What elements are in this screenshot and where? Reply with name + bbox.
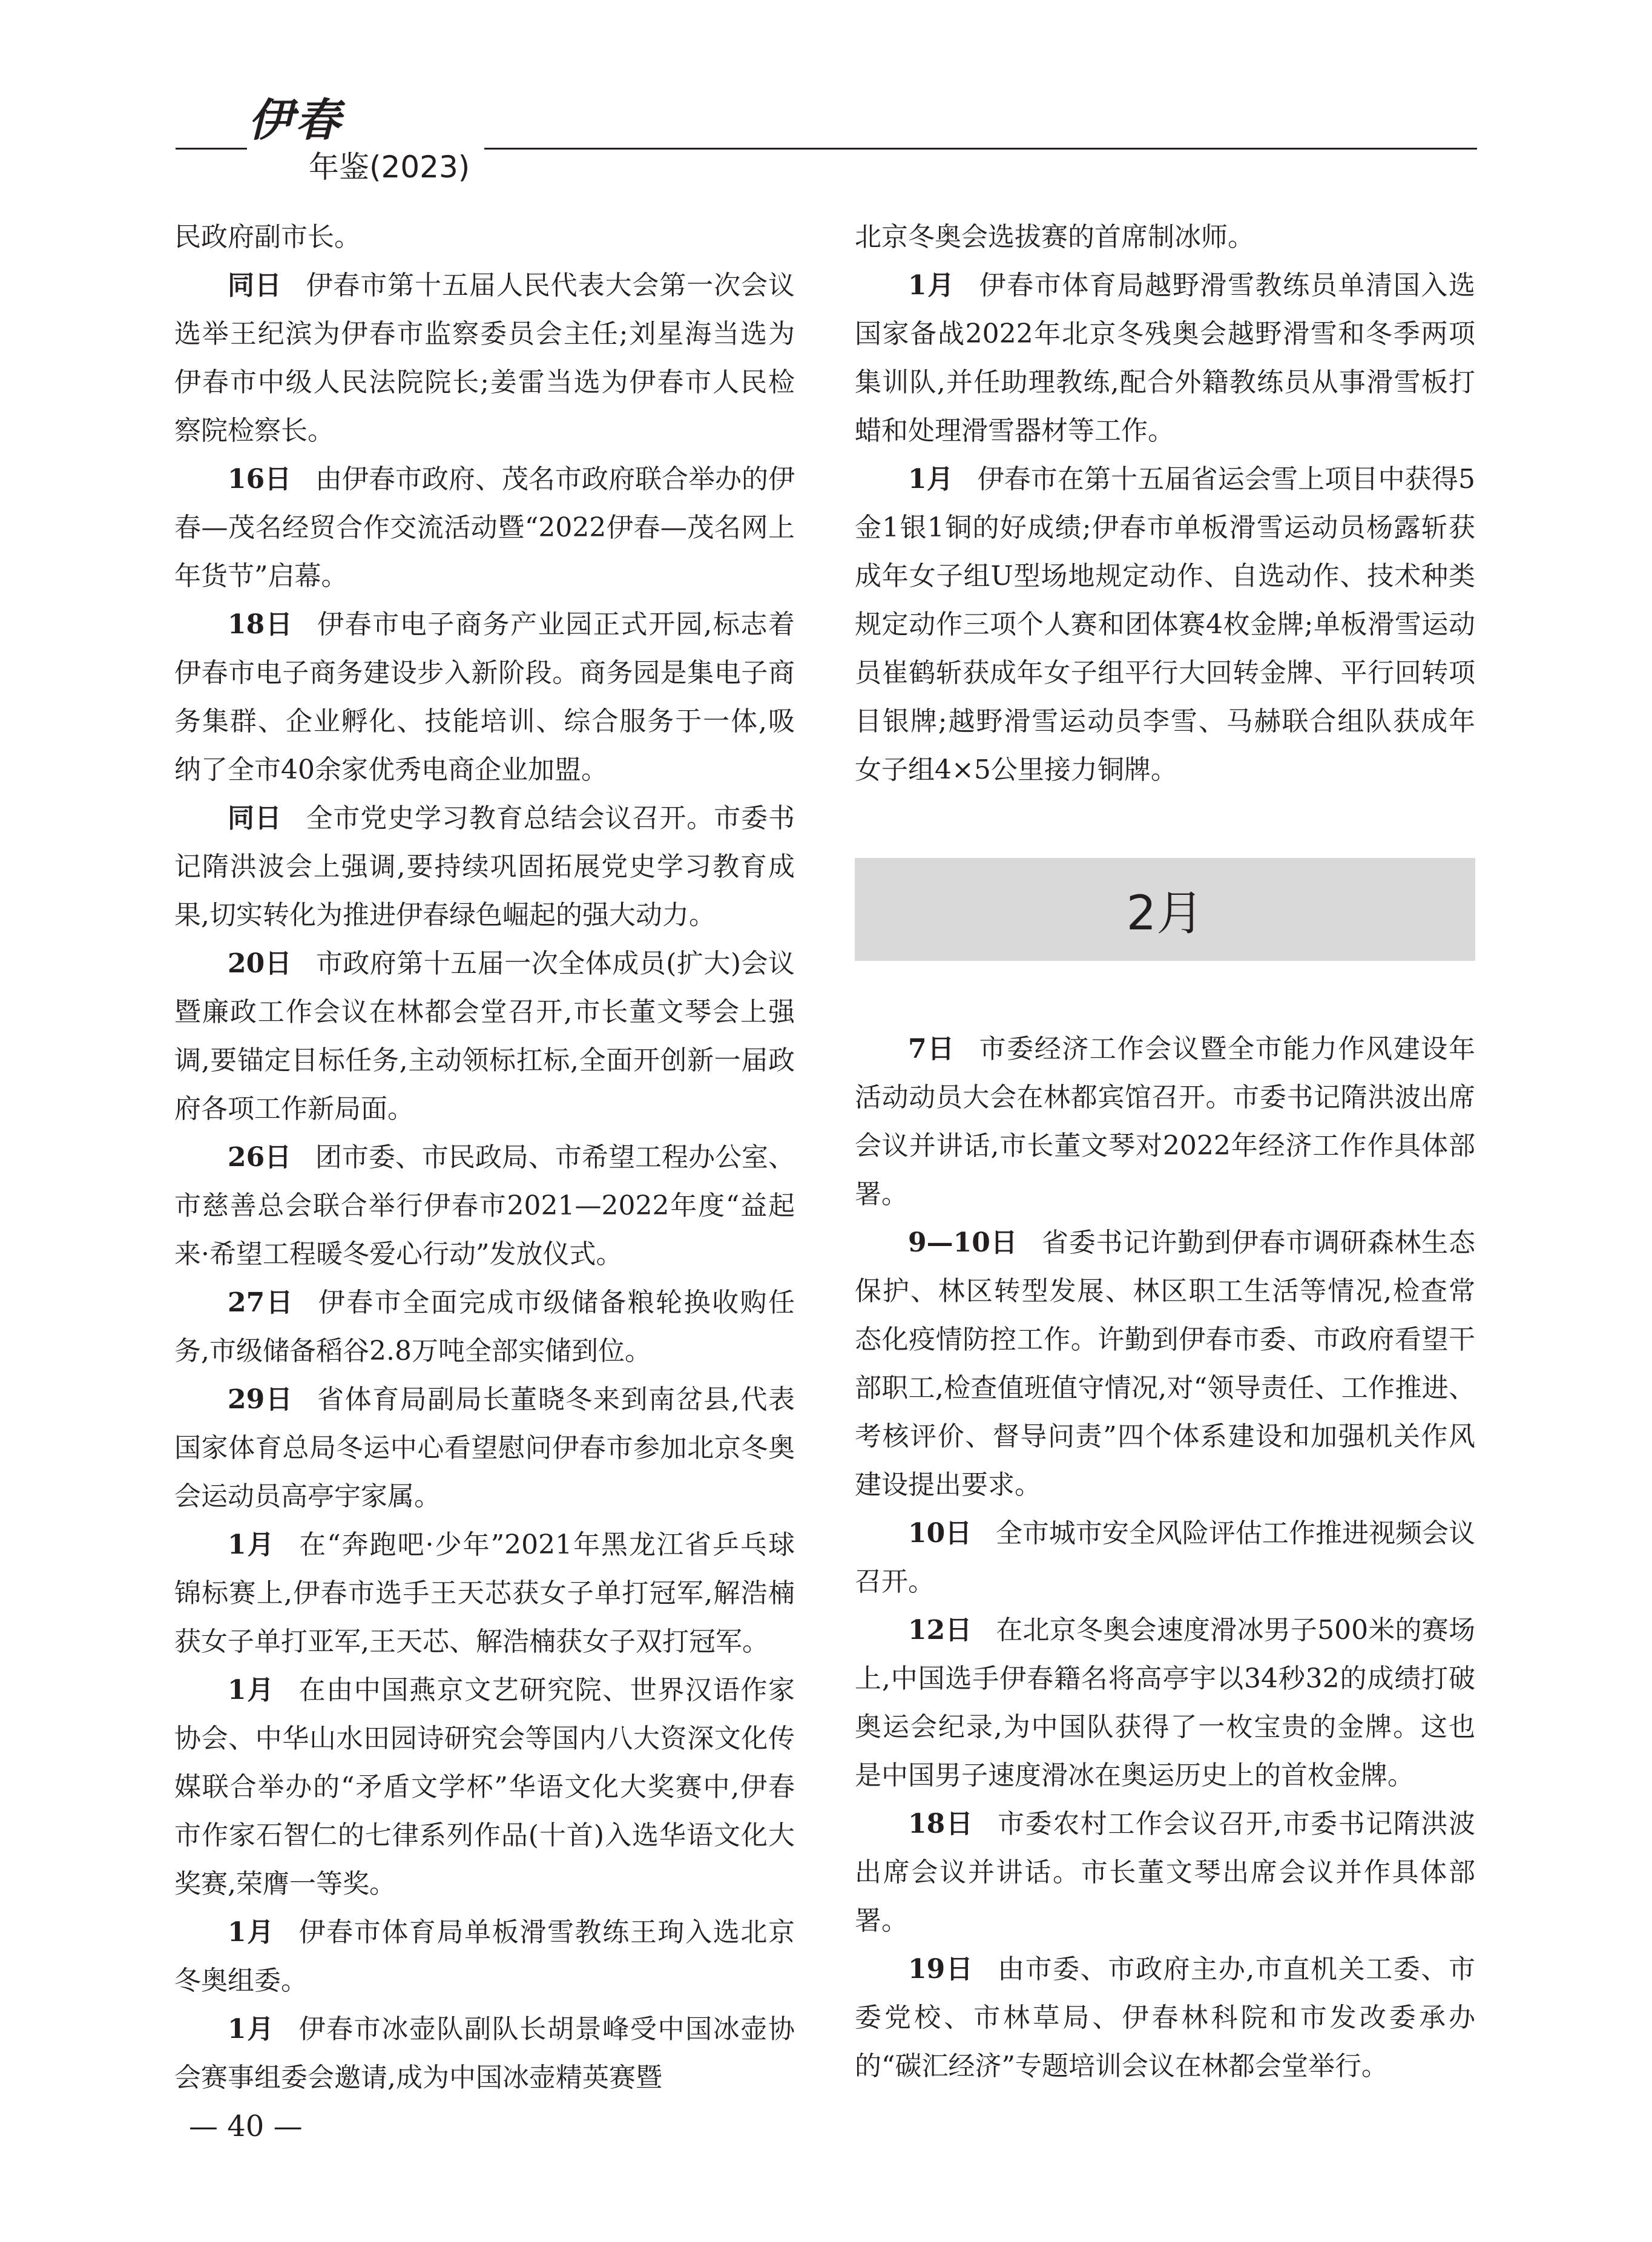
chronicle-entry xyxy=(174,2005,795,2102)
entry-text: 省委书记许勤到伊春市调研森林生态保护、林区转型发展、林区职工生活等情况,检查常态化疫情防控工作。许勤到伊春市委、市政府看望干部职工,检查值班值守情况,对“领导责任、工作推进、考核评价、督导问责”四个体系建设和加强机关作风建设提出要求。 xyxy=(855,1227,1475,1500)
chronicle-entry xyxy=(855,262,1475,455)
yearbook-logo: 伊春 xyxy=(248,94,343,147)
entry-date: 同日 xyxy=(228,270,282,301)
entry-text: 在由中国燕京文艺研究院、世界汉语作家协会、中华山水田园诗研究会等国内八大资深文化传媒联合举办的“矛盾文学杯”华语文化大奖赛中,伊春市作家石智仁的七律系列作品(十首)入选华语文化大奖赛,荣膺一等奖。 xyxy=(174,1675,795,1899)
month-heading: 2月 xyxy=(1126,886,1204,941)
entry-text: 伊春市体育局越野滑雪教练员单清国入选国家备战2022年北京冬残奥会越野滑雪和冬季两项集训队,并任助理教练,配合外籍教练员从事滑雪板打蜡和处理滑雪器材等工作。 xyxy=(855,270,1475,446)
month-heading-box xyxy=(855,858,1475,961)
entry-text: 市政府第十五届一次全体成员(扩大)会议暨廉政工作会议在林都会堂召开,市长董文琴会上强调,要锚定目标任务,主动领标扛标,全面开创新一届政府各项工作新局面。 xyxy=(174,948,795,1124)
chronicle-entry xyxy=(174,213,795,262)
entry-text: 在“奔跑吧·少年”2021年黑龙江省乒乓球锦标赛上,伊春市选手王天芯获女子单打冠军,解浩楠获女子单打亚军,王天芯、解浩楠获女子双打冠军。 xyxy=(174,1529,795,1657)
entry-text: 全市党史学习教育总结会议召开。市委书记隋洪波会上强调,要持续巩固拓展党史学习教育成果,切实转化为推进伊春绿色崛起的强大动力。 xyxy=(174,803,795,931)
entry-text: 伊春市体育局单板滑雪教练王珣入选北京冬奥组委。 xyxy=(174,1917,795,1996)
chronicle-entry xyxy=(174,601,795,794)
entry-text: 伊春市全面完成市级储备粮轮换收购任务,市级储备稻谷2.8万吨全部实储到位。 xyxy=(174,1287,795,1367)
entry-text: 省体育局副局长董晓冬来到南岔县,代表国家体育总局冬运中心看望慰问伊春市参加北京冬奥会运动员高亭宇家属。 xyxy=(174,1384,795,1512)
header-rule-right xyxy=(484,148,1477,150)
entry-text: 北京冬奥会选拔赛的首席制冰师。 xyxy=(855,222,1254,252)
chronicle-entry xyxy=(855,1509,1475,1606)
entry-date: 同日 xyxy=(228,803,282,834)
right-column-bottom xyxy=(855,1025,1475,2091)
entry-date: 12日 xyxy=(908,1615,972,1646)
yearbook-title: 年鉴(2023) xyxy=(309,150,470,185)
entry-date: 20日 xyxy=(228,948,292,979)
entry-text: 由伊春市政府、茂名市政府联合举办的伊春—茂名经贸合作交流活动暨“2022伊春—茂名网上年货节”启幕。 xyxy=(174,464,795,592)
chronicle-entry xyxy=(174,794,795,940)
entry-date: 1月 xyxy=(228,2014,275,2045)
chronicle-entry xyxy=(855,1219,1475,1509)
chronicle-entry xyxy=(855,1025,1475,1219)
entry-text: 在北京冬奥会速度滑冰男子500米的赛场上,中国选手伊春籍名将高亭宇以34秒32的成绩打破奥运会纪录,为中国队获得了一枚宝贵的金牌。这也是中国男子速度滑冰在奥运历史上的首枚金牌。 xyxy=(855,1615,1476,1791)
chronicle-entry xyxy=(174,1279,795,1376)
entry-date: 1月 xyxy=(908,270,955,301)
entry-date: 18日 xyxy=(908,1808,974,1839)
chronicle-entry xyxy=(855,1800,1475,1945)
chronicle-entry xyxy=(174,1133,795,1279)
chronicle-entry xyxy=(855,455,1475,794)
entry-date: 1月 xyxy=(228,1529,275,1560)
chronicle-entry xyxy=(174,1521,795,1666)
entry-text: 由市委、市政府主办,市直机关工委、市委党校、市林草局、伊春林科院和市发改委承办的“碳汇经济”专题培训会议在林都会堂举行。 xyxy=(855,1954,1475,2082)
entry-text: 伊春市冰壶队副队长胡景峰受中国冰壶协会赛事组委会邀请,成为中国冰壶精英赛暨 xyxy=(174,2014,795,2093)
entry-text: 市委经济工作会议暨全市能力作风建设年活动动员大会在林都宾馆召开。市委书记隋洪波出席会议并讲话,市长董文琴对2022年经济工作作具体部署。 xyxy=(855,1034,1475,1210)
entry-date: 16日 xyxy=(228,464,292,495)
right-column-top xyxy=(855,213,1475,794)
chronicle-entry xyxy=(174,1376,795,1521)
chronicle-entry xyxy=(174,262,795,455)
entry-text: 民政府副市长。 xyxy=(174,222,361,252)
entry-date: 27日 xyxy=(228,1287,295,1318)
entry-text: 市委农村工作会议召开,市委书记隋洪波出席会议并讲话。市长董文琴出席会议并作具体部署。 xyxy=(855,1808,1475,1936)
entry-date: 1月 xyxy=(228,1675,275,1706)
entry-date: 10日 xyxy=(908,1518,972,1549)
entry-date: 1月 xyxy=(908,464,953,495)
chronicle-entry xyxy=(855,213,1475,262)
entry-date: 19日 xyxy=(908,1954,974,1985)
entry-date: 9—10日 xyxy=(908,1227,1018,1258)
right-column xyxy=(855,213,1475,2091)
entry-date: 7日 xyxy=(908,1034,955,1064)
entry-text: 团市委、市民政局、市希望工程办公室、市慈善总会联合举行伊春市2021—2022年度“益起来·希望工程暖冬爱心行动”发放仪式。 xyxy=(174,1142,795,1270)
chronicle-entry xyxy=(174,940,795,1133)
entry-text: 伊春市在第十五届省运会雪上项目中获得5金1银1铜的好成绩;伊春市单板滑雪运动员杨露斩获成年女子组U型场地规定动作、自选动作、技术种类规定动作三项个人赛和团体赛4枚金牌;单板滑雪运动员崔鹤斩获成年女子组平行大回转金牌、平行回转项目银牌;越野滑雪运动员李雪、马赫联合组队获成年女子组4×5公里接力铜牌。 xyxy=(855,464,1475,785)
chronicle-entry xyxy=(174,1666,795,1908)
chronicle-entry xyxy=(855,1606,1475,1800)
chronicle-entry xyxy=(855,1945,1475,2091)
entry-date: 1月 xyxy=(228,1917,275,1948)
chronicle-entry xyxy=(174,455,795,601)
header-rule-left xyxy=(176,148,247,150)
left-column xyxy=(174,213,795,2102)
page-number: — 40 — xyxy=(189,2109,303,2143)
entry-text: 伊春市电子商务产业园正式开园,标志着伊春市电子商务建设步入新阶段。商务园是集电子商务集群、企业孵化、技能培训、综合服务于一体,吸纳了全市40余家优秀电商企业加盟。 xyxy=(174,609,795,785)
entry-text: 全市城市安全风险评估工作推进视频会议召开。 xyxy=(855,1518,1475,1597)
entry-text: 伊春市第十五届人民代表大会第一次会议选举王纪滨为伊春市监察委员会主任;刘星海当选为伊春市中级人民法院院长;姜雷当选为伊春市人民检察院检察长。 xyxy=(174,270,795,446)
chronicle-entry xyxy=(174,1908,795,2005)
entry-date: 26日 xyxy=(228,1142,292,1173)
entry-date: 18日 xyxy=(228,609,294,640)
entry-date: 29日 xyxy=(228,1384,294,1415)
